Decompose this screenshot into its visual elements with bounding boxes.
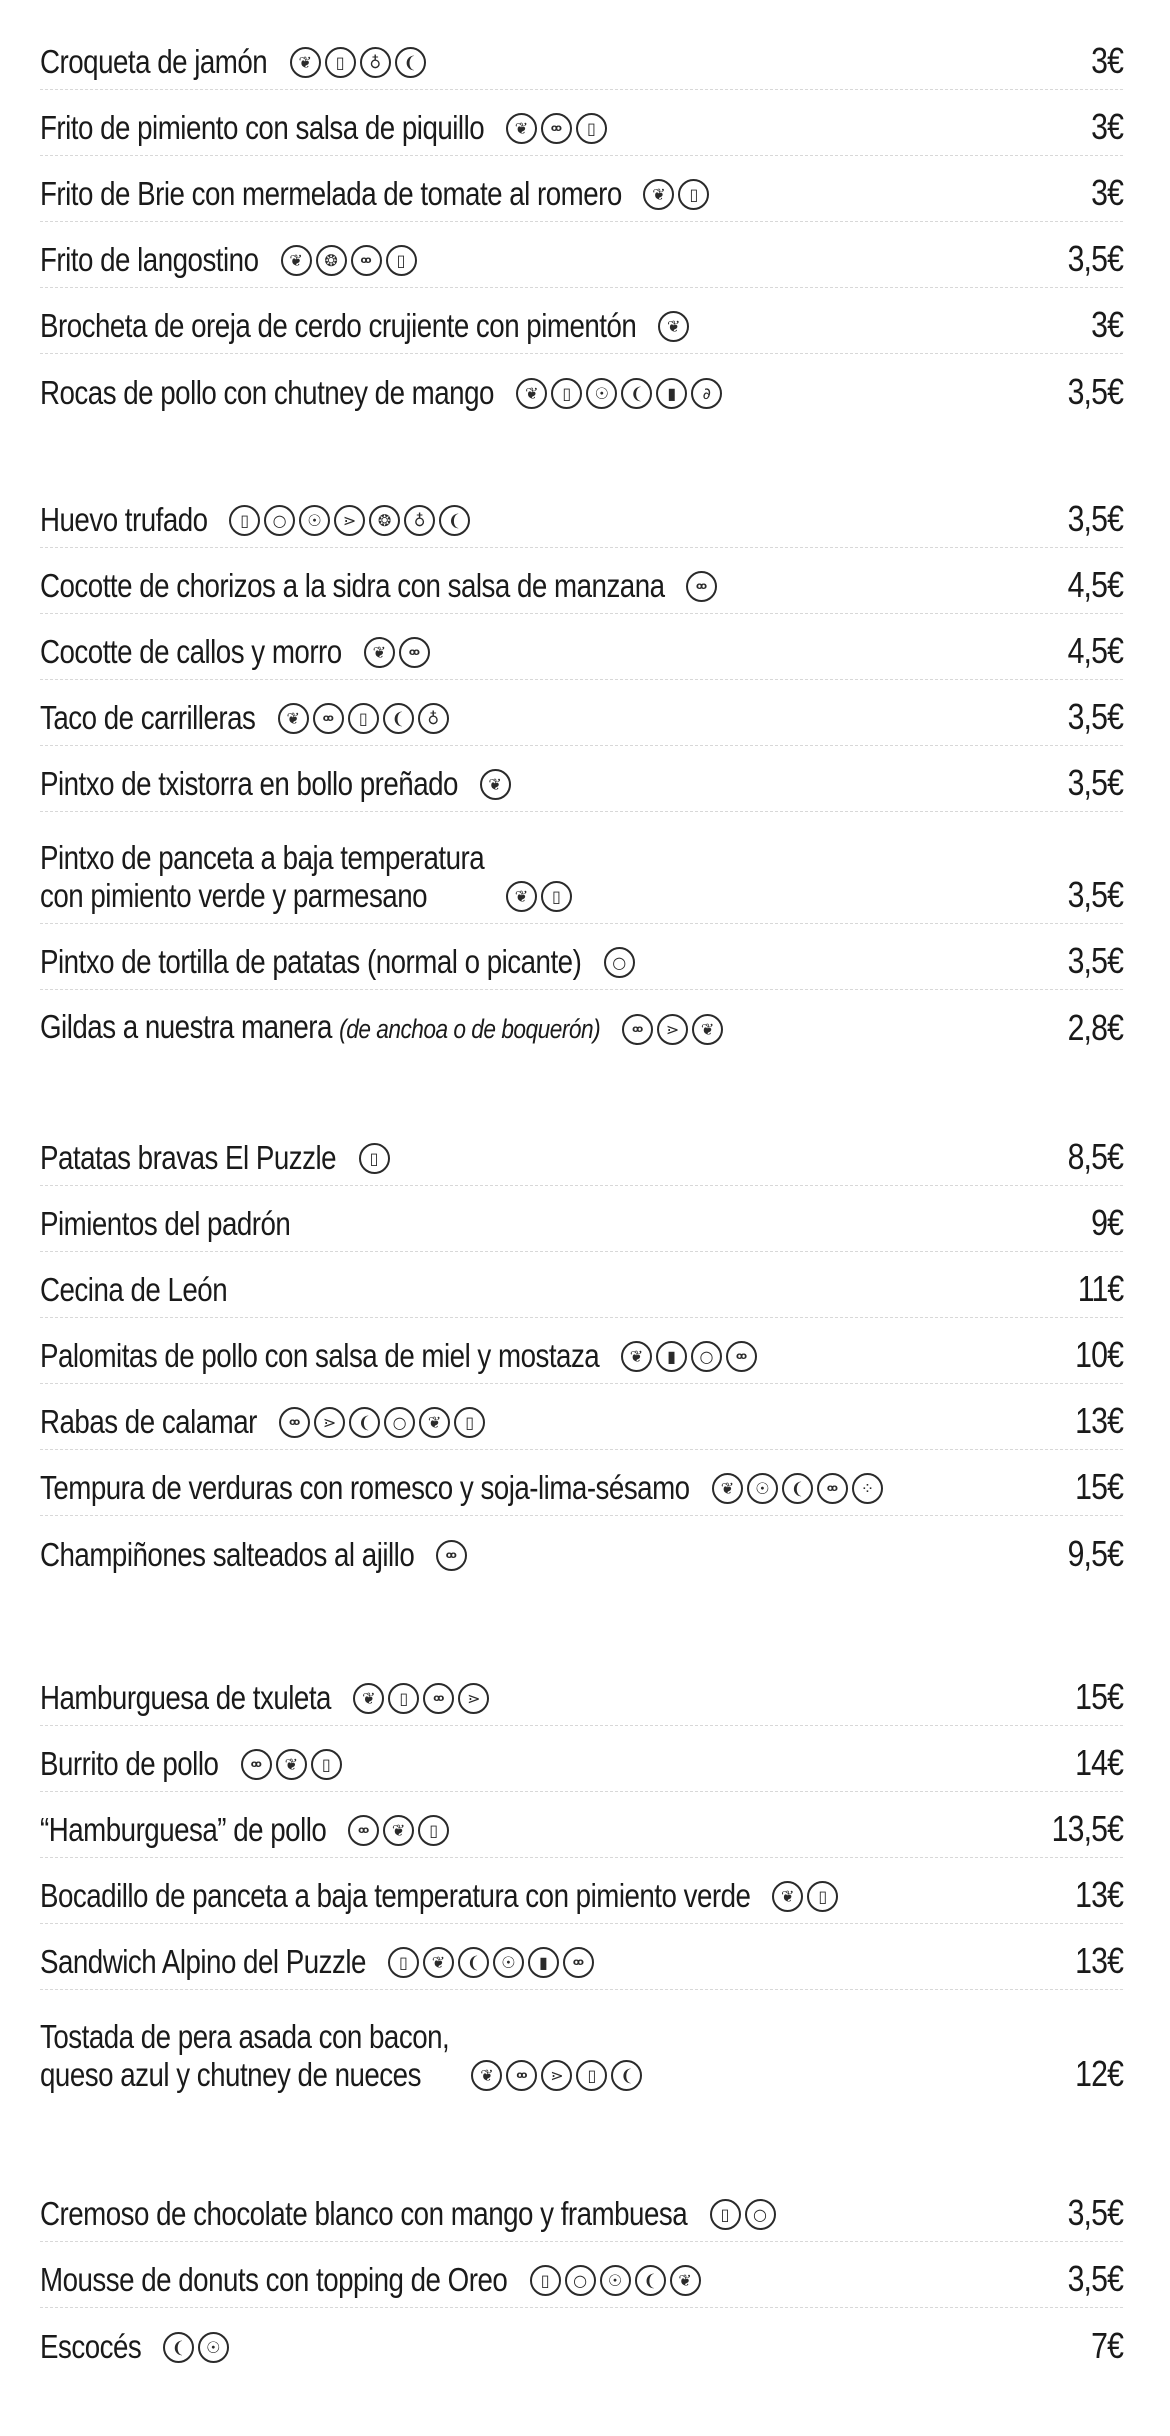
- lactose-icon: ▯: [388, 1683, 419, 1714]
- lactose-icon: ▯: [576, 113, 607, 144]
- menu-item: [40, 1128, 1123, 1186]
- item-name: [40, 1745, 218, 1783]
- item-name-line: Rabas de calamar: [40, 1403, 257, 1440]
- item-price: 3,5€: [1067, 762, 1123, 803]
- soy-icon: ❨: [395, 47, 426, 78]
- item-name-group: [40, 1811, 1038, 1849]
- item-price: 3€: [1091, 40, 1123, 81]
- item-name-group: [40, 1536, 1057, 1574]
- item-name-line: Cocotte de chorizos a la sidra con salsa de manzana: [40, 567, 665, 604]
- item-name: [40, 2195, 687, 2233]
- item-name-line: con pimiento verde y parmesano: [40, 877, 428, 914]
- lactose-icon: ▯: [678, 179, 709, 210]
- item-name-line: Palomitas de pollo con salsa de miel y mostaza: [40, 1337, 600, 1374]
- gluten-icon: ❦: [658, 311, 689, 342]
- item-name-group: [40, 765, 1057, 803]
- menu-item: [40, 98, 1123, 156]
- item-name-line: Hamburguesa de txuleta: [40, 1679, 331, 1716]
- item-name: [40, 765, 458, 803]
- egg-icon: ○: [565, 2265, 596, 2296]
- item-name: [40, 1008, 600, 1048]
- allergen-icons: [241, 1749, 342, 1783]
- item-name: [40, 1271, 227, 1309]
- soy-icon: ❨: [782, 1473, 813, 1504]
- allergen-icons: [772, 1881, 838, 1915]
- egg-yolk-icon: ꝏ: [351, 245, 382, 276]
- item-name: [40, 2261, 507, 2299]
- item-price: 4,5€: [1067, 630, 1123, 671]
- gluten-icon: ❦: [278, 703, 309, 734]
- soy-icon: ❨: [383, 703, 414, 734]
- item-price: 3,5€: [1067, 696, 1123, 737]
- item-name-line: queso azul y chutney de nueces: [40, 2056, 421, 2093]
- crustacean-icon: ❂: [316, 245, 347, 276]
- fish-icon: ⋗: [314, 1407, 345, 1438]
- soy-icon: ❨: [611, 2060, 642, 2091]
- allergen-icons: [359, 1143, 390, 1177]
- item-name-group: [40, 2261, 1057, 2299]
- item-name-group: [40, 175, 1085, 213]
- item-name-group: [40, 1403, 1066, 1441]
- item-name: [40, 1877, 750, 1915]
- lactose-icon: ▯: [311, 1749, 342, 1780]
- allergen-icons: [471, 2060, 642, 2094]
- lactose-icon: ▯: [388, 1947, 419, 1978]
- allergen-icons: [506, 881, 572, 915]
- egg-icon: ○: [264, 505, 295, 536]
- gluten-icon: ❦: [281, 245, 312, 276]
- item-name-line: Burrito de pollo: [40, 1745, 219, 1782]
- item-name-line: Tempura de verduras con romesco y soja-lima-sésamo: [40, 1469, 690, 1506]
- item-name: [40, 1469, 690, 1507]
- egg-yolk-icon: ꝏ: [241, 1749, 272, 1780]
- menu-item: [40, 1392, 1123, 1450]
- allergen-icons: [163, 2332, 229, 2366]
- item-name: [40, 1139, 336, 1177]
- allergen-icons: [348, 1815, 449, 1849]
- gluten-icon: ❦: [506, 113, 537, 144]
- item-name-group: [40, 374, 1057, 412]
- gluten-icon: ❦: [692, 1014, 723, 1045]
- item-name: [40, 241, 258, 279]
- item-name: [40, 43, 267, 81]
- item-name-group: [40, 1008, 1057, 1048]
- gluten-icon: ❦: [423, 1947, 454, 1978]
- item-price: 3€: [1091, 172, 1123, 213]
- item-price: 3,5€: [1067, 498, 1123, 539]
- item-name-line: Pintxo de tortilla de patatas (normal o picante): [40, 943, 582, 980]
- lactose-icon: ▯: [348, 703, 379, 734]
- allergen-icons: [436, 1540, 467, 1574]
- menu-item: [40, 688, 1123, 746]
- lactose-icon: ▯: [325, 47, 356, 78]
- item-name-group: [40, 567, 1057, 605]
- gluten-icon: ❦: [353, 1683, 384, 1714]
- item-name-line: Mousse de donuts con topping de Oreo: [40, 2261, 508, 2298]
- allergen-icons: [229, 505, 470, 539]
- item-name-group: [40, 699, 1057, 737]
- menu-item: [40, 622, 1123, 680]
- allergen-icons: [710, 2199, 776, 2233]
- item-name-group: [40, 2328, 1085, 2366]
- allergen-icons: [622, 1014, 723, 1048]
- gluten-icon: ❦: [506, 881, 537, 912]
- item-price: 7€: [1091, 2325, 1123, 2366]
- item-name-line: Sandwich Alpino del Puzzle: [40, 1943, 366, 1980]
- nuts-icon: ☉: [299, 505, 330, 536]
- lactose-icon: ▯: [418, 1815, 449, 1846]
- item-price: 13,5€: [1051, 1808, 1123, 1849]
- item-name-line: Taco de carrilleras: [40, 699, 256, 736]
- menu-item: [40, 296, 1123, 354]
- item-name: [40, 1536, 414, 1574]
- item-name-line: Cremoso de chocolate blanco con mango y frambuesa: [40, 2195, 688, 2232]
- item-name-line: Huevo trufado: [40, 501, 208, 538]
- item-price: 13€: [1075, 1400, 1123, 1441]
- item-name-line: Pintxo de txistorra en bollo preñado: [40, 765, 458, 802]
- item-name-group: [40, 2018, 1066, 2094]
- item-price: 3€: [1091, 304, 1123, 345]
- egg-yolk-icon: ꝏ: [436, 1540, 467, 1571]
- item-name: [40, 1943, 366, 1981]
- item-name: [40, 501, 208, 539]
- item-name-line: Escocés: [40, 2328, 142, 2365]
- allergen-icons: [530, 2265, 701, 2299]
- item-price: 10€: [1075, 1334, 1123, 1375]
- mustard-icon: ▮: [656, 1341, 687, 1372]
- item-price: 3,5€: [1067, 940, 1123, 981]
- item-price: 3,5€: [1067, 2258, 1123, 2299]
- sesame-icon: ⁘: [852, 1473, 883, 1504]
- soy-icon: ❨: [349, 1407, 380, 1438]
- item-name-group: [40, 241, 1057, 279]
- peanut-icon: ∂: [691, 378, 722, 409]
- menu-item: [40, 1866, 1123, 1924]
- item-name-group: [40, 1205, 1085, 1243]
- item-name: [40, 1337, 599, 1375]
- item-price: 3,5€: [1067, 2192, 1123, 2233]
- gluten-icon: ❦: [276, 1749, 307, 1780]
- item-name-line: Patatas bravas El Puzzle: [40, 1139, 337, 1176]
- lactose-icon: ▯: [454, 1407, 485, 1438]
- egg-icon: ○: [384, 1407, 415, 1438]
- soy-icon: ❨: [458, 1947, 489, 1978]
- allergen-icons: [621, 1341, 757, 1375]
- egg-yolk-icon: ꝏ: [726, 1341, 757, 1372]
- item-name-group: [40, 1745, 1066, 1783]
- item-name: [40, 839, 484, 915]
- soy-icon: ❨: [635, 2265, 666, 2296]
- item-name-group: [40, 633, 1057, 671]
- menu-item: [40, 32, 1123, 90]
- egg-yolk-icon: ꝏ: [622, 1014, 653, 1045]
- menu-item: [40, 828, 1123, 924]
- gluten-icon: ❦: [772, 1881, 803, 1912]
- item-name-line: Frito de pimiento con salsa de piquillo: [40, 109, 485, 146]
- item-name-group: [40, 2195, 1057, 2233]
- egg-icon: ○: [745, 2199, 776, 2230]
- allergen-icons: [712, 1473, 883, 1507]
- item-name-line: Brocheta de oreja de cerdo crujiente con pimentón: [40, 307, 637, 344]
- item-name-group: [40, 1469, 1066, 1507]
- item-name: [40, 374, 494, 412]
- item-name: [40, 567, 665, 605]
- egg-yolk-icon: ꝏ: [313, 703, 344, 734]
- gluten-icon: ❦: [712, 1473, 743, 1504]
- crustacean-icon: ❂: [369, 505, 400, 536]
- egg-yolk-icon: ꝏ: [817, 1473, 848, 1504]
- item-price: 4,5€: [1067, 564, 1123, 605]
- item-price: 9,5€: [1067, 1533, 1123, 1574]
- gluten-icon: ❦: [290, 47, 321, 78]
- item-price: 15€: [1075, 1466, 1123, 1507]
- lactose-icon: ▯: [386, 245, 417, 276]
- allergen-icons: [278, 703, 449, 737]
- item-name-line: “Hamburguesa” de pollo: [40, 1811, 327, 1848]
- item-name-group: [40, 1139, 1057, 1177]
- egg-icon: ○: [691, 1341, 722, 1372]
- allergen-icons: [686, 571, 717, 605]
- gluten-icon: ❦: [670, 2265, 701, 2296]
- menu-item: [40, 556, 1123, 614]
- item-price: 3,5€: [1067, 238, 1123, 279]
- item-name-line: Cocotte de callos y morro: [40, 633, 342, 670]
- nuts-icon: ☉: [198, 2332, 229, 2363]
- item-name-line: Pimientos del padrón: [40, 1205, 291, 1242]
- allergen-icons: [364, 637, 430, 671]
- menu-item: [40, 998, 1123, 1056]
- item-name-group: [40, 501, 1057, 539]
- item-name: [40, 943, 581, 981]
- fish-icon: ⋗: [541, 2060, 572, 2091]
- item-name: [40, 1403, 257, 1441]
- soy-icon: ❨: [163, 2332, 194, 2363]
- item-name: [40, 1205, 290, 1243]
- item-note: (de anchoa o de boquerón): [339, 1014, 601, 1044]
- item-name: [40, 307, 636, 345]
- mustard-icon: ▮: [528, 1947, 559, 1978]
- item-name-line: Tostada de pera asada con bacon,: [40, 2018, 450, 2055]
- allergen-icons: [516, 378, 722, 412]
- item-name-line: Gildas a nuestra manera: [40, 1008, 332, 1045]
- item-name-line: Frito de langostino: [40, 241, 259, 278]
- gluten-icon: ❦: [471, 2060, 502, 2091]
- item-name: [40, 1811, 326, 1849]
- nuts-icon: ☉: [600, 2265, 631, 2296]
- item-price: 3,5€: [1067, 371, 1123, 412]
- gluten-icon: ❦: [364, 637, 395, 668]
- soy-icon: ❨: [621, 378, 652, 409]
- menu-item: [40, 164, 1123, 222]
- item-price: 11€: [1077, 1268, 1123, 1309]
- gluten-icon: ❦: [419, 1407, 450, 1438]
- lactose-icon: ▯: [551, 378, 582, 409]
- menu-item: [40, 2184, 1123, 2242]
- menu-item: [40, 1260, 1123, 1318]
- nuts-icon: ☉: [586, 378, 617, 409]
- menu-item: [40, 1326, 1123, 1384]
- item-name: [40, 1679, 331, 1717]
- soy-icon: ❨: [439, 505, 470, 536]
- allergen-icons: [279, 1407, 485, 1441]
- item-name-group: [40, 839, 1057, 915]
- lactose-icon: ▯: [541, 881, 572, 912]
- item-name-group: [40, 1877, 1066, 1915]
- fish-icon: ⋗: [657, 1014, 688, 1045]
- lactose-icon: ▯: [807, 1881, 838, 1912]
- mollusc-icon: ♁: [404, 505, 435, 536]
- lactose-icon: ▯: [530, 2265, 561, 2296]
- item-name-line: Pintxo de panceta a baja temperatura: [40, 839, 485, 876]
- menu-item: [40, 932, 1123, 990]
- egg-yolk-icon: ꝏ: [279, 1407, 310, 1438]
- gluten-icon: ❦: [383, 1815, 414, 1846]
- item-name: [40, 699, 255, 737]
- fish-icon: ⋗: [334, 505, 365, 536]
- menu-item: [40, 2316, 1123, 2374]
- item-price: 3,5€: [1067, 874, 1123, 915]
- allergen-icons: [643, 179, 709, 213]
- nuts-icon: ☉: [747, 1473, 778, 1504]
- egg-icon: ○: [604, 947, 635, 978]
- item-price: 8,5€: [1067, 1136, 1123, 1177]
- egg-yolk-icon: ꝏ: [541, 113, 572, 144]
- gluten-icon: ❦: [480, 769, 511, 800]
- menu-item: [40, 2250, 1123, 2308]
- item-name: [40, 109, 484, 147]
- menu-item: [40, 490, 1123, 548]
- lactose-icon: ▯: [229, 505, 260, 536]
- mustard-icon: ▮: [656, 378, 687, 409]
- item-name-group: [40, 43, 1085, 81]
- menu-item: [40, 1524, 1123, 1582]
- item-name-group: [40, 1679, 1066, 1717]
- allergen-icons: [480, 769, 511, 803]
- gluten-icon: ❦: [643, 179, 674, 210]
- item-name-group: [40, 943, 1057, 981]
- egg-yolk-icon: ꝏ: [423, 1683, 454, 1714]
- egg-yolk-icon: ꝏ: [399, 637, 430, 668]
- allergen-icons: [506, 113, 607, 147]
- allergen-icons: [290, 47, 426, 81]
- item-price: 14€: [1075, 1742, 1123, 1783]
- mollusc-icon: ♁: [360, 47, 391, 78]
- lactose-icon: ▯: [359, 1143, 390, 1174]
- allergen-icons: [353, 1683, 489, 1717]
- allergen-icons: [658, 311, 689, 345]
- item-name: [40, 2018, 449, 2094]
- item-price: 13€: [1075, 1874, 1123, 1915]
- menu-item: [40, 754, 1123, 812]
- allergen-icons: [604, 947, 635, 981]
- item-price: 12€: [1075, 2053, 1123, 2094]
- gluten-icon: ❦: [621, 1341, 652, 1372]
- fish-icon: ⋗: [458, 1683, 489, 1714]
- allergen-icons: [281, 245, 417, 279]
- egg-yolk-icon: ꝏ: [506, 2060, 537, 2091]
- item-name: [40, 2328, 141, 2366]
- item-price: 2,8€: [1067, 1007, 1123, 1048]
- item-name: [40, 175, 622, 213]
- item-name-group: [40, 307, 1085, 345]
- item-price: 3€: [1091, 106, 1123, 147]
- item-name-line: Rocas de pollo con chutney de mango: [40, 374, 494, 411]
- item-name-group: [40, 1337, 1066, 1375]
- menu-item: [40, 1458, 1123, 1516]
- item-name-line: Bocadillo de panceta a baja temperatura con pimiento verde: [40, 1877, 751, 1914]
- menu-item: [40, 1932, 1123, 1990]
- item-price: 15€: [1075, 1676, 1123, 1717]
- menu-item: [40, 2006, 1123, 2102]
- item-name-line: Croqueta de jamón: [40, 43, 268, 80]
- mollusc-icon: ♁: [418, 703, 449, 734]
- egg-yolk-icon: ꝏ: [686, 571, 717, 602]
- egg-yolk-icon: ꝏ: [348, 1815, 379, 1846]
- item-name-line: Cecina de León: [40, 1271, 228, 1308]
- item-name-line: Champiñones salteados al ajillo: [40, 1536, 415, 1573]
- item-price: 13€: [1075, 1940, 1123, 1981]
- menu-item: [40, 362, 1123, 420]
- menu-item: [40, 230, 1123, 288]
- menu-item: [40, 1194, 1123, 1252]
- item-name-group: [40, 1943, 1066, 1981]
- lactose-icon: ▯: [710, 2199, 741, 2230]
- lactose-icon: ▯: [576, 2060, 607, 2091]
- item-name: [40, 633, 342, 671]
- item-name-group: [40, 1271, 1069, 1309]
- gluten-icon: ❦: [516, 378, 547, 409]
- menu-item: [40, 1668, 1123, 1726]
- menu-item: [40, 1734, 1123, 1792]
- item-name-line: Frito de Brie con mermelada de tomate al romero: [40, 175, 622, 212]
- menu-item: [40, 1800, 1123, 1858]
- nuts-icon: ☉: [493, 1947, 524, 1978]
- allergen-icons: [388, 1947, 594, 1981]
- item-price: 9€: [1091, 1202, 1123, 1243]
- egg-yolk-icon: ꝏ: [563, 1947, 594, 1978]
- item-name-group: [40, 109, 1085, 147]
